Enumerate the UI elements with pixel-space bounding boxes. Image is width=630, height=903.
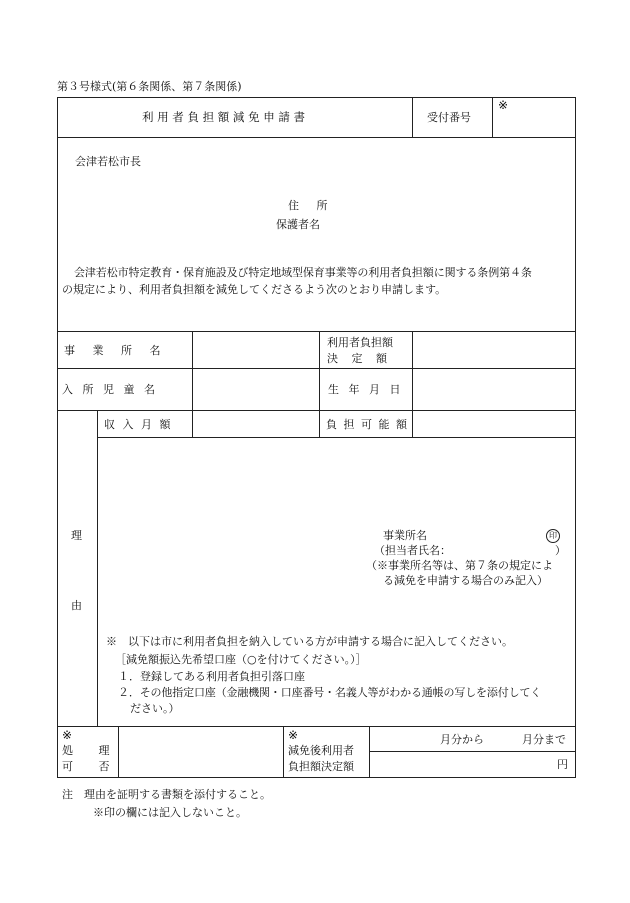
receipt-divider	[492, 97, 493, 137]
income-row-bottom	[97, 437, 575, 438]
facility-name-label: 事 業 所 名	[64, 344, 161, 357]
after-label-left	[283, 726, 284, 777]
facility-row-bottom	[57, 368, 575, 369]
application-body-line2: の規定により、利用者負担額を減免してくださるよう次のとおり申請します。	[62, 283, 447, 296]
reason-label-divider	[97, 410, 98, 726]
account-option-2-line2: ださい。）	[130, 702, 180, 715]
mid-divider-1	[319, 331, 320, 437]
note-attach-documents: 注 理由を証明する書類を添付すること。	[62, 788, 271, 801]
after-fee-label-1: 減免後利用者	[288, 744, 354, 757]
fee-decision-label-2: 決 定 額	[327, 352, 387, 365]
bank-account-bracket: ［減免額振込先希望口座（○を付けてください。）］	[115, 653, 367, 666]
reason-label-top: 理	[71, 529, 82, 542]
reason-bottom	[57, 726, 575, 727]
addressee: 会津若松市長	[75, 155, 141, 168]
address-label: 住 所	[288, 199, 328, 212]
birthdate-label: 生 年 月 日	[328, 383, 401, 396]
note-do-not-fill: ※印の欄には記入しないこと。	[93, 806, 247, 819]
table-left-border	[57, 97, 58, 778]
account-option-1: １．登録してある利用者負担引落口座	[118, 670, 305, 683]
after-mark: ※	[288, 728, 299, 742]
facility-note-line2: る減免を申請する場合のみ記入）	[383, 574, 548, 587]
bank-account-note: ※ 以下は市に利用者負担を納入している方が申請する場合に記入してください。	[106, 635, 513, 648]
yen-label: 円	[557, 758, 568, 771]
application-body-line1: 会津若松市特定教育・保育施設及び特定地域型保育事業等の利用者負担額に関する条例第４条	[74, 266, 532, 279]
reason-facility-name: 事業所名	[383, 529, 427, 542]
title-divider	[412, 97, 413, 137]
disposal-label-2: 可 否	[62, 760, 110, 773]
form-title: 利 用 者 負 担 額 減 免 申 請 書	[142, 110, 306, 124]
contact-person-close: ）	[555, 544, 566, 557]
payable-amount-label: 負 担 可 能 額	[326, 418, 407, 431]
receipt-mark: ※	[498, 98, 509, 112]
form-number: 第３号様式(第６条関係、第７条関係)	[57, 80, 242, 93]
fee-decision-label-1: 利用者負担額	[327, 336, 393, 349]
disposal-mark: ※	[62, 728, 73, 742]
intro-bottom	[57, 331, 575, 332]
after-fee-label-2: 負担額決定額	[288, 760, 354, 773]
disposal-label-1: 処 理	[62, 744, 110, 757]
month-row-bottom	[369, 751, 575, 752]
reason-label-bottom: 由	[71, 599, 82, 612]
child-name-label: 入 所 児 童 名	[62, 383, 155, 396]
table-right-border	[575, 97, 576, 778]
mid-divider-2	[412, 331, 413, 437]
receipt-number-label: 受付番号	[427, 111, 471, 124]
contact-person: （担当者氏名：	[374, 544, 451, 557]
monthly-income-label: 収 入 月 額	[104, 418, 171, 431]
child-row-bottom	[57, 410, 575, 411]
label-divider-1	[192, 331, 193, 437]
month-to-label: 月分まで	[522, 733, 566, 746]
disposal-divider	[118, 726, 119, 777]
month-from-label: 月分から	[440, 733, 484, 746]
title-row-bottom	[57, 137, 575, 138]
table-bottom-border	[57, 777, 576, 778]
seal-mark-icon: 印	[546, 529, 560, 543]
guardian-label: 保護者名	[276, 218, 320, 231]
facility-note-line1: （※事業所名等は、第７条の規定によ	[366, 559, 553, 572]
account-option-2-line1: ２．その他指定口座（金融機関・口座番号・名義人等がわかる通帳の写しを添付してく	[118, 686, 542, 699]
